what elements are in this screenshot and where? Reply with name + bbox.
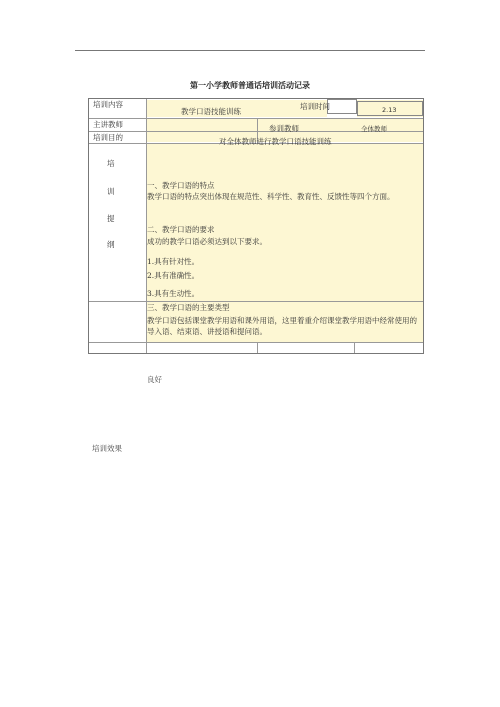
outline-label-char: 纲 <box>107 240 115 249</box>
row-line <box>89 301 423 302</box>
value-content: 教学口语技能训练 <box>181 107 241 116</box>
col-line <box>354 342 355 353</box>
requirement-item: 2.具有准确性。 <box>147 271 200 280</box>
label-time: 培训时间 <box>300 102 330 111</box>
section1-heading: 一、教学口语的特点 <box>147 181 215 190</box>
header-rule <box>75 50 425 51</box>
box-time-label <box>327 99 357 114</box>
effect-label: 培训效果 <box>92 444 122 453</box>
section2-body: 成功的教学口语必须达到以下要求。 <box>147 237 267 246</box>
row-line <box>89 342 423 343</box>
label-content: 培训内容 <box>93 100 123 109</box>
col-line <box>257 342 258 353</box>
value-participants: 全体教师 <box>361 125 387 133</box>
label-instructor: 主讲教师 <box>93 120 123 129</box>
outline-label-char: 训 <box>107 187 115 196</box>
value-time: 2.13 <box>382 106 397 114</box>
row-line <box>89 118 423 119</box>
document-title: 第一小学教师普通话培训活动记录 <box>190 81 310 90</box>
outline-label-char: 培 <box>107 159 115 168</box>
requirement-item: 3.具有生动性。 <box>147 289 200 298</box>
section3-body: 教学口语包括课堂教学用语和课外用语，这里着重介绍课堂教学用语中经常使用的导入语、结束语、讲授语和提问语。 <box>147 316 417 336</box>
label-participants: 参训教师 <box>269 124 299 133</box>
section3-heading: 三、教学口语的主要类型 <box>147 303 230 312</box>
outline-label-char: 提 <box>107 214 115 223</box>
section1-body: 教学口语的特点突出体现在规范性、科学性、教育性、反馈性等四个方面。 <box>147 192 395 201</box>
value-purpose: 对全体教师进行教学口语技能训练 <box>219 137 332 146</box>
record-table <box>88 98 424 354</box>
evaluation-value: 良好 <box>147 375 162 384</box>
requirement-item: 1.具有针对性。 <box>147 257 200 266</box>
label-purpose: 培训目的 <box>93 133 123 142</box>
section2-heading: 二、教学口语的要求 <box>147 225 215 234</box>
